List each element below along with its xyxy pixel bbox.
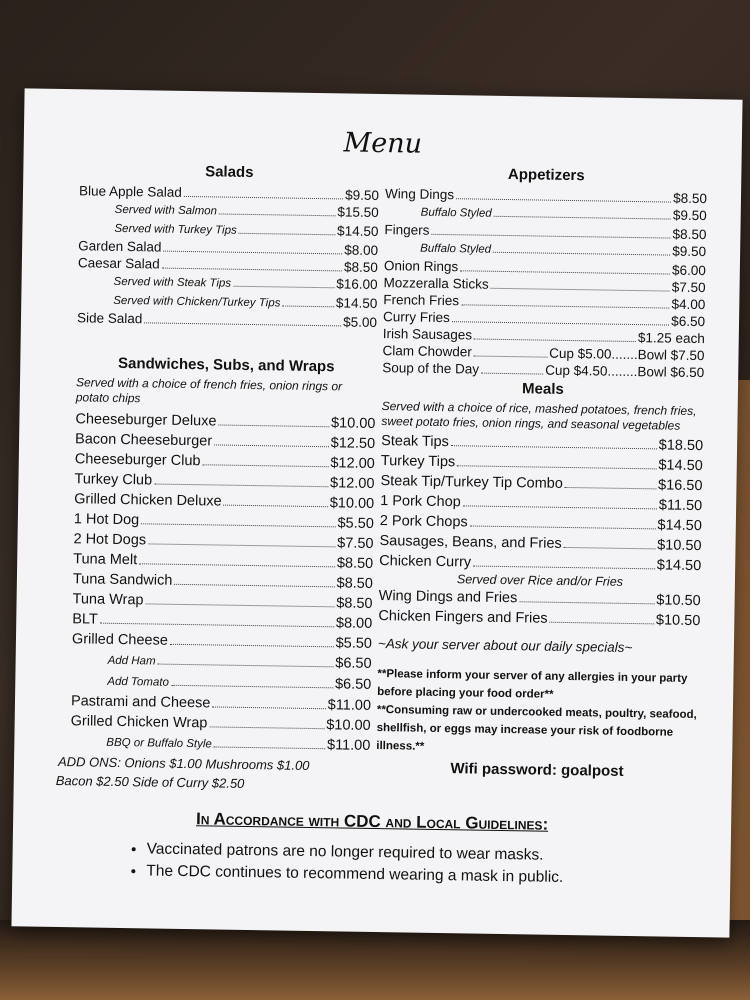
cdc-heading: In Accordance with CDC and Local Guidelines:	[195, 809, 549, 834]
item-price: $14.50	[337, 223, 379, 239]
item-name: Turkey Tips	[380, 453, 456, 471]
item-name: Soup of the Day	[382, 360, 480, 377]
dot-leader	[141, 523, 335, 527]
item-name: Add Tomato	[107, 675, 169, 689]
item-name: Turkey Club	[74, 471, 153, 489]
addons-text-1: ADD ONS: Onions $1.00 Mushrooms $1.00	[57, 754, 310, 773]
item-price: $9.50	[345, 187, 380, 203]
item-name: Side Salad	[76, 310, 143, 327]
item-name: Add Ham	[107, 654, 156, 668]
sandwiches-heading: Sandwiches, Subs, and Wraps	[117, 354, 335, 376]
dot-leader	[162, 268, 342, 272]
item-price: $8.50	[343, 259, 378, 275]
item-price: $14.50	[656, 557, 702, 575]
item-price: $8.50	[336, 555, 374, 572]
item-price: $5.50	[335, 635, 373, 652]
specials-note: ~Ask your server about our daily specials~	[377, 636, 633, 656]
dot-leader	[494, 216, 671, 220]
item-price: $12.00	[330, 455, 375, 472]
item-price: $7.50	[337, 535, 374, 552]
dot-leader	[451, 445, 657, 449]
item-price: $12.00	[329, 475, 375, 492]
dot-leader	[474, 339, 636, 343]
item-name: Grilled Chicken Wrap	[70, 713, 208, 732]
dot-leader	[481, 373, 543, 375]
dot-leader	[233, 286, 334, 289]
dot-leader	[456, 198, 671, 202]
item-name: Served with Salmon	[114, 203, 218, 218]
raw-food-note: **Consuming raw or undercooked meats, poultry, seafood, shellfish, or eggs may increase your risk of foodborne illness.**	[376, 704, 697, 753]
item-price: $10.50	[657, 537, 702, 555]
item-price: $5.50	[337, 515, 374, 532]
item-name: BLT	[72, 611, 98, 628]
item-name: Caesar Salad	[77, 255, 160, 272]
item-name: Buffalo Styled	[420, 242, 492, 256]
dot-leader	[170, 644, 334, 648]
item-name: Fingers	[384, 222, 430, 238]
dot-leader	[202, 464, 328, 467]
dot-leader	[452, 321, 669, 325]
item-price: $10.50	[656, 592, 701, 610]
item-price: $14.50	[335, 295, 378, 311]
item-price: $8.50	[336, 575, 374, 592]
item-price: $8.50	[673, 190, 708, 207]
right-column	[376, 164, 708, 781]
left-column	[55, 161, 380, 795]
item-name: Onion Rings	[383, 258, 459, 275]
menu-item	[378, 606, 700, 631]
item-name: BBQ or Buffalo Style	[106, 736, 212, 751]
item-name: Chicken Curry	[379, 553, 472, 571]
item-name: 1 Pork Chop	[380, 493, 461, 511]
item-name: Sausages, Beans, and Fries	[379, 533, 562, 552]
item-name: 2 Hot Dogs	[73, 531, 147, 549]
item-price: $14.50	[658, 457, 703, 475]
addons-line-2: Bacon $2.50 Side of Curry $2.50	[55, 772, 245, 791]
dot-leader	[145, 603, 334, 607]
item-name: Garden Salad	[78, 238, 162, 255]
dot-leader	[144, 322, 341, 326]
dot-leader	[519, 601, 654, 604]
item-name: Cheeseburger Club	[74, 451, 201, 470]
salads-heading: Salads	[205, 163, 254, 182]
dot-leader	[212, 706, 325, 709]
item-name: Irish Sausages	[382, 326, 473, 343]
dot-leader	[460, 270, 670, 274]
salads-list	[77, 182, 379, 331]
dot-leader	[457, 465, 656, 469]
item-name: Tuna Sandwich	[72, 571, 173, 589]
item-name: Grilled Cheese	[71, 631, 169, 649]
item-price: $4.00	[671, 296, 706, 313]
item-name: Bacon Cheeseburger	[74, 431, 213, 450]
dot-leader	[470, 525, 656, 529]
allergy-note: **Please inform your server of any allergies in your party before placing your food order**	[377, 668, 688, 701]
item-price: $10.50	[655, 612, 701, 630]
dot-leader	[158, 664, 334, 668]
item-name: 1 Hot Dog	[73, 511, 140, 529]
cdc-bullet: • The CDC continues to recommend wearing a mask in public.	[146, 860, 563, 889]
item-name: Wing Dings and Fries	[378, 588, 518, 607]
item-name: Served with Chicken/Turkey Tips	[113, 294, 281, 310]
dot-leader	[209, 726, 324, 729]
item-price: $7.50	[671, 279, 706, 296]
item-price: $1.25 each	[637, 330, 705, 347]
item-price: $10.00	[326, 717, 371, 734]
dot-leader	[461, 304, 669, 308]
dot-leader	[565, 487, 656, 489]
item-name: Curry Fries	[382, 309, 450, 326]
cdc-bullet: • Vaccinated patrons are no longer required to wear masks.	[147, 838, 564, 867]
item-price: $6.50	[671, 313, 706, 330]
item-name: Tuna Melt	[73, 551, 138, 569]
meals-list-2	[378, 586, 701, 631]
dot-leader	[282, 305, 334, 307]
dot-leader	[218, 424, 329, 427]
meals-list	[379, 431, 703, 576]
item-name: Steak Tips	[381, 433, 449, 451]
dot-leader	[219, 213, 335, 216]
item-price: $5.00	[343, 314, 378, 330]
item-price: $16.00	[336, 276, 378, 292]
dot-leader	[184, 196, 343, 200]
dot-leader	[214, 746, 325, 749]
item-price: $8.50	[336, 595, 373, 612]
dot-leader	[174, 584, 334, 588]
item-price: $11.50	[658, 497, 703, 515]
dot-leader	[139, 563, 335, 567]
item-price: $16.50	[657, 477, 703, 495]
item-price: $11.00	[327, 697, 372, 714]
item-price: $8.50	[672, 226, 707, 243]
menu-title: Menu	[343, 127, 423, 160]
item-price: $12.50	[330, 435, 376, 452]
item-price: $8.00	[344, 242, 379, 258]
item-name: Blue Apple Salad	[78, 183, 182, 200]
dot-leader	[239, 233, 335, 236]
item-price: Cup $5.00.......Bowl $7.50	[549, 345, 705, 364]
dot-leader	[550, 622, 654, 625]
item-name: Served with Turkey Tips	[114, 222, 237, 237]
item-name: Pastrami and Cheese	[70, 693, 211, 712]
item-price: Cup $4.50........Bowl $6.50	[545, 362, 705, 381]
item-name: Wing Dings	[384, 186, 455, 203]
item-price: $6.00	[671, 262, 706, 279]
item-name: Buffalo Styled	[420, 206, 492, 220]
sandwiches-note: Served with a choice of french fries, onion rings or potato chips	[75, 375, 343, 406]
item-name: Tuna Wrap	[72, 591, 144, 609]
item-price: $14.50	[657, 517, 702, 535]
dot-leader	[100, 623, 334, 628]
item-name: Cheeseburger Deluxe	[75, 411, 217, 430]
dot-leader	[564, 547, 655, 549]
item-price: $10.00	[330, 415, 376, 432]
meals-note: Served with a choice of rice, mashed potatoes, french fries, sweet potato fries, onion rings, and seasonal vegetables	[381, 399, 697, 433]
item-price: $6.50	[335, 655, 372, 672]
dot-leader	[463, 505, 657, 509]
item-name: Grilled Chicken Deluxe	[74, 491, 222, 510]
dot-leader	[474, 356, 547, 358]
item-price: $10.00	[329, 495, 375, 512]
item-name: Clam Chowder	[382, 343, 472, 360]
item-price: $6.50	[334, 676, 372, 693]
item-name: Steak Tip/Turkey Tip Combo	[380, 473, 564, 492]
item-price: $15.50	[337, 204, 379, 220]
item-name: Served with Steak Tips	[113, 275, 232, 290]
dot-leader	[171, 685, 333, 689]
appetizers-list	[382, 185, 707, 381]
item-price: $8.00	[335, 615, 373, 632]
sandwiches-list	[70, 409, 375, 757]
dot-leader	[224, 505, 328, 508]
item-name: French Fries	[383, 292, 460, 309]
dot-leader	[163, 251, 342, 255]
item-price: $9.50	[672, 243, 707, 260]
appetizers-heading: Appetizers	[507, 166, 585, 185]
dot-leader	[493, 252, 670, 256]
item-price: $18.50	[658, 437, 704, 455]
item-name: Chicken Fingers and Fries	[378, 608, 548, 627]
item-price: $11.00	[326, 737, 371, 754]
dot-leader	[148, 543, 335, 547]
meals-heading: Meals	[521, 380, 564, 398]
curry-note: Served over Rice and/or Fries	[456, 572, 624, 589]
item-name: Mozzeralla Sticks	[383, 275, 489, 292]
item-name: 2 Pork Chops	[379, 513, 468, 531]
wifi-password: Wifi password: goalpost	[450, 760, 624, 780]
cdc-bullets	[124, 838, 564, 889]
dot-leader	[154, 483, 328, 487]
dot-leader	[491, 288, 670, 292]
dot-leader	[473, 566, 655, 570]
menu-item	[77, 309, 377, 331]
dot-leader	[431, 234, 670, 239]
menu-paper	[11, 88, 742, 937]
dot-leader	[214, 444, 329, 447]
item-price: $9.50	[672, 207, 707, 224]
